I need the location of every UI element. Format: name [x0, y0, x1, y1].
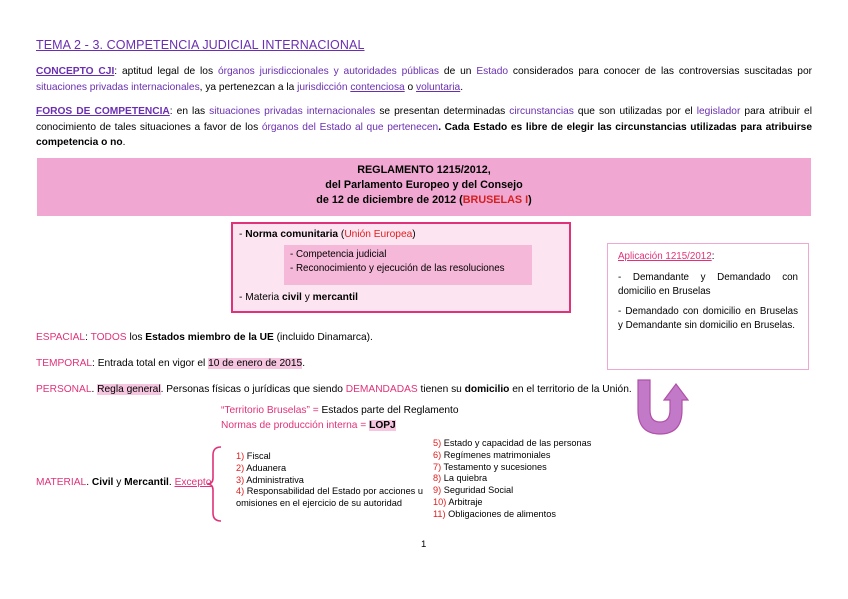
norma-inner-box — [284, 245, 532, 285]
text: “Territorio Bruselas” = — [221, 405, 322, 416]
page-title: TEMA 2 - 3. COMPETENCIA JUDICIAL INTERNACIONAL — [36, 38, 365, 52]
text: Excepto — [174, 477, 212, 488]
text: , ya pertenezcan a la — [199, 81, 298, 93]
text: Estados parte del Reglamento — [321, 405, 459, 416]
text: los — [126, 332, 146, 343]
text: Normas de producción interna = — [221, 420, 370, 431]
text: . Personas físicas o jurídicas que siendo — [160, 384, 346, 395]
text: . — [168, 477, 175, 488]
text: 10 de enero de 2015 — [208, 358, 303, 369]
reglamento-line2: del Parlamento Europeo y del Consejo — [325, 179, 523, 191]
text: mercantil — [312, 292, 358, 303]
text: TEMPORAL — [36, 358, 93, 369]
list-item — [236, 463, 423, 475]
text: situaciones privadas internacionales — [36, 81, 200, 93]
text: : — [711, 251, 715, 262]
text: Norma comunitaria — [245, 229, 339, 240]
list-item — [236, 486, 423, 498]
text: circunstancias — [509, 106, 574, 117]
aplicacion-item: - Demandado con domicilio en Bruselas y Demandante sin domicilio en Bruselas. — [618, 305, 798, 331]
text: órganos jurisdiccionales y autoridades públicas — [217, 66, 440, 77]
brace-icon — [205, 445, 223, 523]
text: Mercantil — [124, 477, 169, 488]
excepciones-list-right — [433, 438, 591, 521]
norma-line — [239, 228, 416, 242]
text: . — [91, 384, 98, 395]
list-number: 5) — [433, 438, 442, 448]
text: se presentan determinadas — [375, 106, 510, 117]
list-text: Obligaciones de alimentos — [445, 508, 556, 519]
list-number: 3) — [236, 474, 245, 485]
text: Estados miembro de la UE — [145, 332, 274, 343]
list-item — [433, 509, 591, 521]
list-number: 7) — [433, 461, 442, 472]
territorio-note — [221, 404, 459, 418]
text: para atribuir el conocimiento de tales situaciones a favor de los — [36, 106, 812, 133]
reglamento-line3 — [37, 193, 811, 208]
text: y — [113, 477, 125, 488]
text: - Materia — [239, 292, 283, 303]
text: . Cada Estado es libre de elegir las circunstancias utilizadas para atribuirse competencia o no — [36, 121, 812, 148]
list-number: 2) — [236, 462, 245, 473]
list-item — [236, 451, 423, 463]
list-text: Estado y capacidad de las personas — [441, 438, 592, 448]
aplicacion-item: - Demandante y Demandado con domicilio en Bruselas — [618, 271, 798, 297]
text: tienen su — [417, 384, 465, 395]
text: órganos del Estado al que pertenecen — [261, 121, 439, 133]
text: DEMANDADAS — [345, 384, 418, 395]
list-number: 9) — [433, 485, 442, 496]
text: ) — [412, 229, 416, 240]
text: jurisdicción — [297, 81, 348, 93]
normas-note — [221, 419, 396, 433]
reglamento-line1: REGLAMENTO 1215/2012, — [357, 164, 491, 176]
espacial-line — [36, 331, 373, 345]
foros-paragraph — [36, 104, 812, 151]
list-item — [236, 475, 423, 487]
list-number: 6) — [433, 449, 442, 460]
list-number: 11) — [433, 508, 446, 519]
personal-line — [36, 383, 632, 397]
text: domicilio — [464, 384, 510, 395]
list-item — [433, 485, 591, 497]
u-turn-arrow-icon — [632, 378, 690, 436]
text: contenciosa — [350, 81, 405, 93]
text: Regla general — [97, 384, 161, 395]
list-text: Responsabilidad del Estado por acciones u — [244, 486, 423, 497]
list-text: La quiebra — [441, 473, 488, 484]
material-line — [36, 476, 211, 490]
text: legislador — [696, 106, 741, 117]
aplicacion-title — [618, 250, 798, 265]
list-number: 8) — [433, 473, 442, 484]
text: LOPJ — [369, 420, 396, 431]
text: de 12 de diciembre de 2012 ( — [316, 194, 463, 206]
foros-label: FOROS DE COMPETENCIA — [36, 106, 170, 117]
list-item — [433, 497, 591, 509]
text: . — [122, 137, 126, 148]
text: ( — [338, 229, 345, 240]
text: MATERIAL — [36, 477, 87, 488]
list-item — [433, 473, 591, 485]
bruselas-label: BRUSELAS I — [462, 194, 529, 206]
text: - — [239, 229, 246, 240]
text: civil — [282, 292, 302, 303]
list-text: Testamento y sucesiones — [441, 461, 547, 472]
text: TODOS — [90, 332, 127, 343]
list-text: Arbitraje — [446, 496, 483, 507]
text: que son utilizadas por el — [573, 106, 697, 117]
page-number: 1 — [421, 539, 427, 550]
concepto-label: CONCEPTO CJI — [36, 66, 115, 77]
text: situaciones privadas internacionales — [209, 106, 376, 117]
text: Aplicación 1215/2012 — [618, 251, 712, 262]
text: PERSONAL — [36, 384, 92, 395]
temporal-line — [36, 357, 305, 371]
norma-item: - Reconocimiento y ejecución de las resoluciones — [290, 263, 505, 274]
text: Unión Europea — [344, 229, 413, 240]
list-number: 10) — [433, 496, 447, 507]
text: ) — [528, 194, 532, 206]
text: en el territorio de la Unión. — [509, 384, 632, 395]
list-text: Seguridad Social — [441, 485, 514, 496]
text: : — [85, 332, 91, 343]
aplicacion-box — [607, 243, 809, 370]
concepto-paragraph — [36, 64, 812, 95]
list-text: Fiscal — [244, 451, 271, 461]
excepciones-list-left — [236, 451, 423, 510]
text: : en las — [169, 106, 210, 117]
list-item-continuation: omisiones en el ejercicio de su autoridad — [236, 498, 402, 509]
text: ESPACIAL — [36, 332, 86, 343]
text: voluntaria — [416, 81, 461, 93]
text: Civil — [91, 477, 114, 488]
text: . — [460, 81, 464, 93]
list-text: Administrativa — [244, 474, 304, 485]
text: o — [404, 81, 417, 93]
list-text: Regímenes matrimoniales — [441, 449, 551, 460]
list-item — [433, 438, 591, 450]
list-text: Aduanera — [244, 462, 287, 473]
norma-item: - Competencia judicial — [290, 249, 387, 260]
text: Estado — [476, 66, 509, 77]
list-item — [433, 450, 591, 462]
list-number: 4) — [236, 486, 245, 497]
reglamento-banner — [37, 158, 811, 216]
list-item — [433, 462, 591, 474]
text: : Entrada total en vigor el — [92, 358, 209, 369]
list-number: 1) — [236, 451, 245, 461]
materia-line — [239, 291, 358, 305]
text: . — [302, 358, 306, 369]
text: (incluido Dinamarca). — [273, 332, 373, 343]
text: de un — [439, 66, 477, 77]
text: y — [301, 292, 313, 303]
text: . — [86, 477, 92, 488]
text: considerados para conocer de las controversias suscitadas por — [508, 66, 813, 77]
text: : aptitud legal de los — [114, 66, 218, 77]
